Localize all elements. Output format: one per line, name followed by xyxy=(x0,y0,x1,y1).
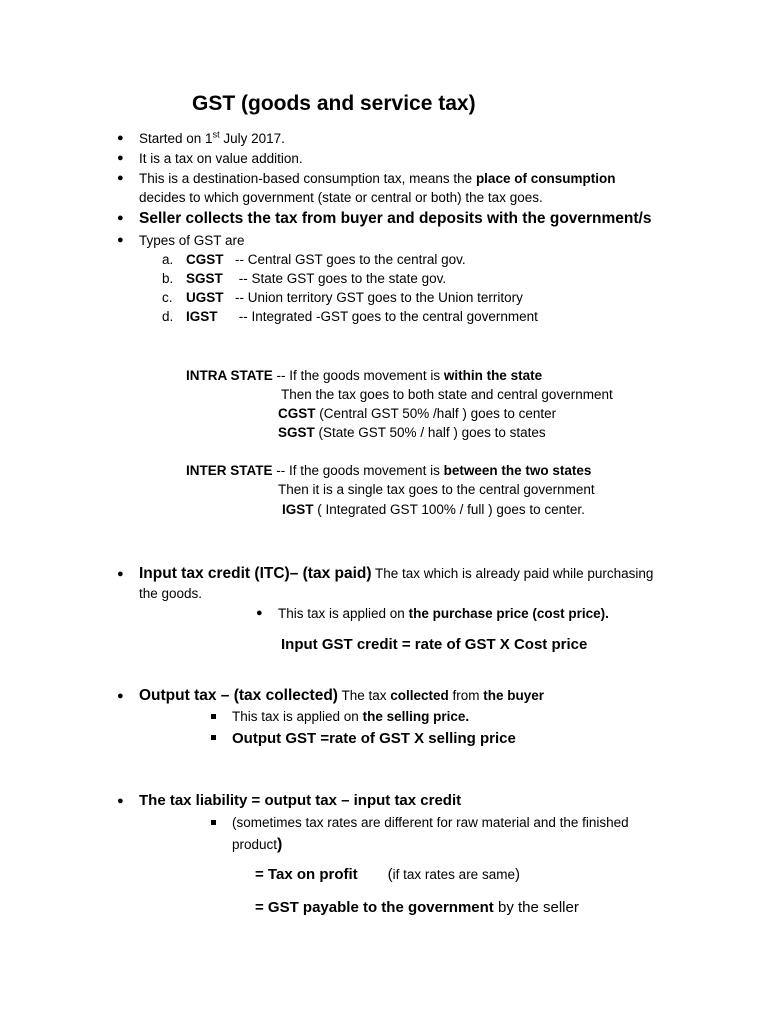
type-item-sgst: b. SGST -- State GST goes to the state gov. xyxy=(162,271,447,286)
bullet-icon: ● xyxy=(117,212,124,224)
type-item-igst: d. IGST -- Integrated -GST goes to the central government xyxy=(162,309,538,324)
seller-line: Seller collects the tax from buyer and deposits with the government/s xyxy=(139,210,652,227)
bullet-icon: ● xyxy=(117,132,124,144)
intra-cgst-line: CGST (Central GST 50% /half ) goes to center xyxy=(278,406,557,421)
itc-formula: Input GST credit = rate of GST X Cost price xyxy=(281,636,588,653)
started-line: Started on 1st July 2017. xyxy=(139,129,285,146)
square-bullet-icon xyxy=(211,820,216,825)
itc-heading-line-2: the goods. xyxy=(139,586,203,601)
intra-state-line: INTRA STATE -- If the goods movement is within the state xyxy=(186,368,543,383)
inter-igst-line: IGST ( Integrated GST 100% / full ) goes to center. xyxy=(282,502,585,517)
bullet-icon: ● xyxy=(256,607,263,619)
gst-payable-line: = GST payable to the government by the seller xyxy=(255,899,579,916)
liability-note-line-2: product) xyxy=(232,836,283,853)
inter-state-line: INTER STATE -- If the goods movement is between the two states xyxy=(186,463,592,478)
intra-sgst-line: SGST (State GST 50% / half ) goes to states xyxy=(278,425,546,440)
types-heading: Types of GST are xyxy=(139,233,245,248)
destination-line: This is a destination-based consumption tax, means the place of consumption xyxy=(139,171,616,186)
bullet-icon: ● xyxy=(117,152,124,164)
bullet-icon: ● xyxy=(117,172,124,184)
intra-state-line-2: Then the tax goes to both state and central government xyxy=(281,387,613,402)
inter-state-line-2: Then it is a single tax goes to the central government xyxy=(278,482,595,497)
type-item-ugst: c. UGST -- Union territory GST goes to the Union territory xyxy=(162,290,523,305)
bullet-icon: ● xyxy=(117,234,124,246)
itc-sub-line: This tax is applied on the purchase price (cost price). xyxy=(278,606,609,621)
bullet-icon: ● xyxy=(117,568,124,580)
type-item-cgst: a. CGST -- Central GST goes to the central gov. xyxy=(162,252,466,267)
itc-heading: Input tax credit (ITC)– (tax paid) The tax which is already paid while purchasing xyxy=(139,565,654,582)
tax-on-profit-line: = Tax on profit (if tax rates are same) xyxy=(255,866,520,883)
square-bullet-icon xyxy=(211,735,216,740)
destination-line-2: decides to which government (state or central or both) the tax goes. xyxy=(139,190,543,205)
output-heading: Output tax – (tax collected) The tax collected from the buyer xyxy=(139,687,545,704)
value-addition-line: It is a tax on value addition. xyxy=(139,151,303,166)
output-formula: Output GST =rate of GST X selling price xyxy=(232,730,516,747)
liability-heading: The tax liability = output tax – input tax credit xyxy=(139,792,462,809)
square-bullet-icon xyxy=(211,714,216,719)
output-sub-line: This tax is applied on the selling price. xyxy=(232,709,470,724)
bullet-icon: ● xyxy=(117,795,124,807)
page-title: GST (goods and service tax) xyxy=(192,92,476,115)
liability-note-line-1: (sometimes tax rates are different for raw material and the finished xyxy=(232,815,629,830)
bullet-icon: ● xyxy=(117,690,124,702)
